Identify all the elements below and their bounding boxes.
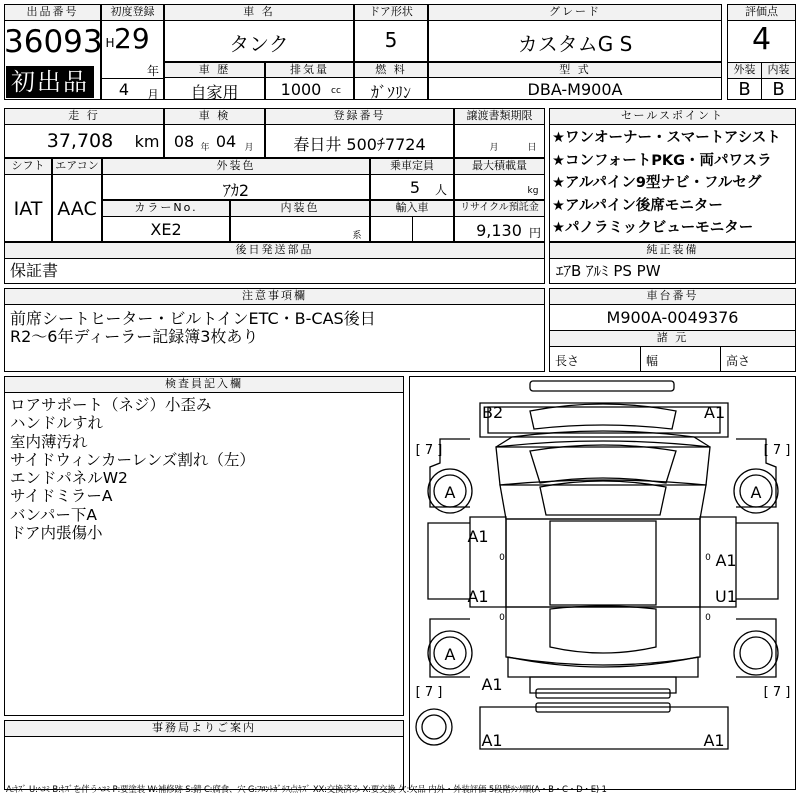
inspect-year: 08	[173, 132, 195, 151]
model-label: 型 式	[428, 62, 722, 78]
inspector-line: ロアサポート（ネジ）小歪み	[10, 396, 212, 414]
load-unit: kg	[527, 186, 539, 196]
notes-label: 注意事項欄	[4, 288, 545, 305]
inspector-line: 室内薄汚れ	[10, 432, 88, 451]
notes-line: 前席シートヒーター・ビルトインETC・B-CAS後日	[10, 309, 376, 328]
fuel-label: 燃 料	[354, 62, 428, 78]
reg-year-unit: 年	[146, 64, 159, 78]
transfer-label: 譲渡書類期限	[454, 108, 545, 125]
cap-unit: 人	[434, 183, 447, 197]
sales-item: ★コンフォートPKG・両パワスラ	[552, 152, 772, 169]
mark-mirror-left: A	[444, 483, 456, 502]
dim-height: 高さ	[726, 354, 751, 368]
ext-grade: B	[738, 79, 751, 100]
mileage: 37,708	[46, 130, 114, 152]
sales-list	[552, 127, 794, 240]
grade: カスタムG S	[517, 32, 633, 56]
dim-length: 長さ	[555, 354, 580, 368]
mark-zero: 0	[499, 613, 505, 623]
score: 4	[751, 22, 772, 57]
color-no: XE2	[150, 220, 182, 239]
color: ｱｶ2	[222, 181, 250, 200]
inspector-list	[10, 396, 255, 542]
car-diagram	[409, 376, 796, 790]
car-outline	[410, 377, 797, 791]
mark-door-rr: U1	[715, 587, 737, 606]
grade-label: グレード	[428, 4, 722, 21]
auction-no-label: 出品番号	[4, 4, 101, 21]
reg-month-unit: 月	[146, 88, 159, 102]
inspect-label: 車 検	[164, 108, 265, 125]
intcolor-unit: 系	[352, 231, 362, 241]
mark-front-left: B2	[482, 403, 504, 422]
car-name: タンク	[229, 32, 289, 56]
mark-wheel-rear-left: A	[444, 645, 456, 664]
displacement: 1000	[280, 80, 322, 99]
sales-item: ★アルパイン9型ナビ・フルセグ	[552, 175, 762, 191]
reg-label: 初度登録	[101, 4, 164, 21]
inspector-line: バンパー下A	[10, 505, 98, 524]
plate-label: 登録番号	[265, 108, 454, 125]
equipment-label: 純正装備	[549, 242, 796, 259]
inspector-line: エンドパネルW2	[10, 469, 128, 488]
chassis-no: M900A-0049376	[606, 308, 739, 327]
color-label: 外装色	[102, 158, 370, 175]
inspector-line: ドア内張傷小	[10, 524, 103, 543]
int-grade: B	[772, 79, 785, 100]
cap-label: 乗車定員	[370, 158, 454, 175]
transfer-day-unit: 日	[527, 143, 537, 153]
reg-era: H	[105, 36, 115, 50]
mileage-unit: km	[134, 132, 160, 151]
mark-bumper-left: A1	[481, 731, 503, 750]
disp-label: 排気量	[265, 62, 354, 78]
sales-item: ★アルパイン後席モニター	[552, 197, 723, 214]
auction-no: 36093	[4, 24, 103, 60]
mark-door-fr: A1	[715, 551, 737, 570]
door-label: ドア形状	[354, 4, 428, 21]
ac: AAC	[57, 198, 97, 220]
later-parts: 保証書	[10, 261, 59, 280]
recycle-label: リサイクル預託金	[454, 200, 545, 217]
disp-unit: cc	[331, 86, 341, 96]
capacity: 5	[409, 178, 421, 197]
recycle-unit: 円	[528, 226, 541, 240]
chassis-label: 車台番号	[549, 288, 796, 305]
ext-label: 外装	[727, 62, 762, 79]
mark-rear-left: A1	[481, 675, 503, 694]
transfer-month-unit: 月	[489, 143, 499, 153]
recycle: 9,130	[476, 221, 522, 240]
shift-label: シフト	[4, 158, 52, 175]
mark-zero: 0	[705, 553, 711, 563]
dim-width: 幅	[646, 354, 659, 368]
mark-zero: 0	[705, 613, 711, 623]
import-label: 輸入車	[370, 200, 454, 217]
dims-label: 諸 元	[549, 330, 796, 347]
mark-zero: 0	[499, 553, 505, 563]
equipment: ｴｱB ｱﾙﾐ PS PW	[556, 262, 661, 280]
reg-year: 29	[114, 22, 150, 55]
ac-label: エアコン	[52, 158, 102, 175]
legend: A:ｷｽﾞ U:ﾍｺﾐ B:ｷｽﾞを伴うﾍｺﾐ P:要塗装 W:補修跡 S:錆 C:腐食、穴 G:ﾌﾛﾝﾄｶﾞﾗｽ点ｷｽﾞ XX:交換済み X:要交換 欠:欠品 内外・外装評価 5段階ﾗﾝｸ順(A・B・C・D・E) 1	[6, 785, 607, 795]
inspector-line: サイドウィンカーレンズ割れ（左）	[10, 450, 255, 469]
mark-bumper-right: A1	[703, 731, 725, 750]
model-code: DBA-M900A	[527, 80, 623, 99]
inspector-label: 検査員記入欄	[4, 376, 404, 393]
notes-line: R2〜6年ディーラー記録簿3枚あり	[10, 327, 259, 346]
later-parts-label: 後日発送部品	[4, 242, 545, 259]
score-label: 評価点	[727, 4, 796, 21]
mark-door-fl: A1	[467, 527, 489, 546]
fuel: ｶﾞｿﾘﾝ	[370, 83, 411, 102]
inspector-line: サイドミラーA	[10, 487, 113, 506]
bracket-rear-left: [ 7 ]	[415, 685, 443, 700]
intcolor-label: 内装色	[230, 200, 370, 217]
inspector-line: ハンドルすれ	[10, 414, 104, 433]
bracket-front-left: [ 7 ]	[415, 443, 443, 458]
mileage-label: 走 行	[4, 108, 164, 125]
reg-month: 4	[118, 80, 130, 99]
shift: IAT	[13, 198, 43, 220]
int-label: 内装	[761, 62, 796, 79]
bracket-front-right: [ 7 ]	[763, 443, 791, 458]
history-label: 車 歴	[164, 62, 265, 78]
office-label: 事務局よりご案内	[4, 720, 404, 737]
history: 自家用	[190, 83, 239, 102]
bracket-rear-right: [ 7 ]	[763, 685, 791, 700]
plate: 春日井 500ﾁ7724	[293, 135, 426, 154]
sales-item: ★パノラミックビューモニター	[552, 220, 754, 236]
colorno-label: カラーNo.	[102, 200, 230, 217]
name-label: 車 名	[164, 4, 354, 21]
first-listing-badge: 初出品	[6, 66, 94, 98]
inspect-year-unit: 年	[200, 143, 210, 153]
mark-front-right: A1	[704, 403, 726, 422]
mark-door-rl: A1	[467, 587, 489, 606]
sales-item: ★ワンオーナー・スマートアシスト	[552, 130, 781, 146]
mark-mirror-right: A	[750, 483, 762, 502]
load-label: 最大積載量	[454, 158, 545, 175]
sales-label: セールスポイント	[549, 108, 796, 125]
inspect-month-unit: 月	[244, 143, 254, 153]
doors: 5	[384, 28, 398, 52]
inspect-month: 04	[215, 132, 237, 151]
